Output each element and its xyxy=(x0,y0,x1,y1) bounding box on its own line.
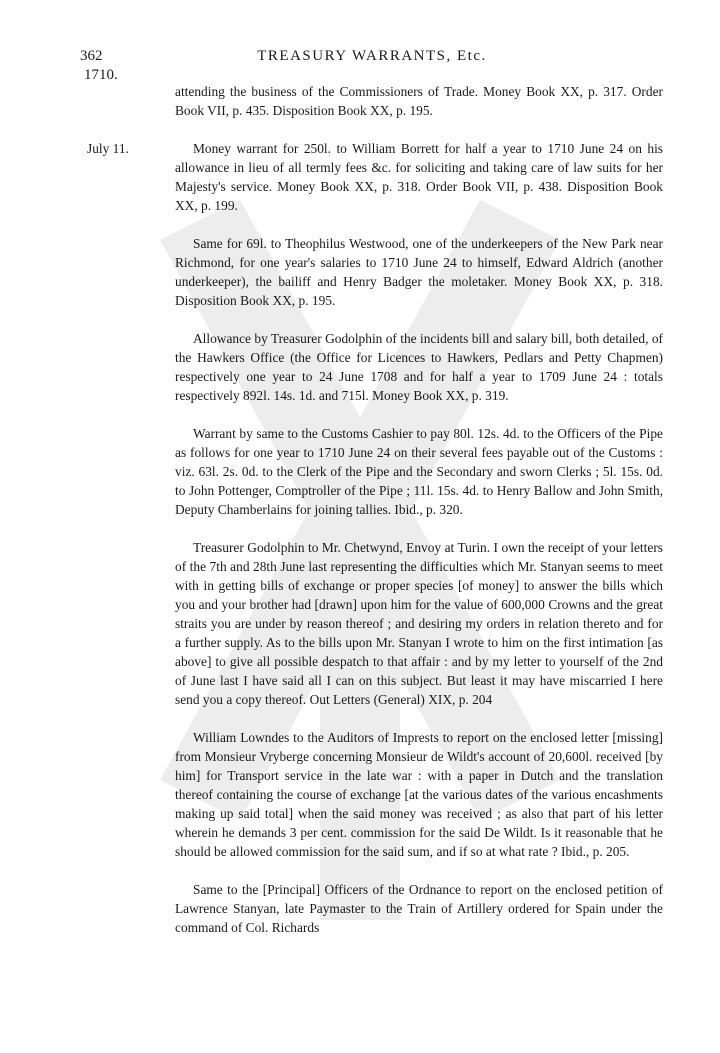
entry-text: attending the business of the Commissioners of Trade. Money Book XX, p. 317. Order Book VII, p. 435. Disposition Book XX, p. 195. xyxy=(175,84,663,118)
entry-text: William Lowndes to the Auditors of Imprests to report on the enclosed letter [missing] from Monsieur Vryberge concerning Monsieur de Wildt's account of 20,600l. received [by him] for Transport service in the late war : with a paper in Dutch and the translation thereof containing the course of exchange [at the various dates of the various encashments making up said total] when the said money was received ; as also that part of his letter wherein he demands 3 per cent. commission for the said De Wildt. Is it reasonable that he should be allowed commission for the said sum, and if so at what rate ? Ibid., p. 205. xyxy=(175,730,663,859)
entry-2 xyxy=(87,139,663,215)
page-number: 362 xyxy=(80,48,103,64)
entry-3 xyxy=(175,234,663,310)
entry-text: Same for 69l. to Theophilus Westwood, one of the underkeepers of the New Park near Richmond, for one year's salaries to 1710 June 24 to himself, Edward Aldrich (another underkeeper), the bailiff and Henry Badger the moletaker. Money Book XX, p. 318. Disposition Book XX, p. 195. xyxy=(175,236,663,308)
entry-4 xyxy=(175,329,663,405)
entry-7 xyxy=(175,728,663,861)
margin-date: July 11. xyxy=(87,141,129,156)
margin-year: 1710. xyxy=(84,67,118,83)
entry-text: Warrant by same to the Customs Cashier to pay 80l. 12s. 4d. to the Officers of the Pipe as follows for one year to 1710 June 24 on their several fees payable out of the Customs : viz. 63l. 2s. 0d. to the Clerk of the Pipe and the Secondary and sworn Clerks ; 5l. 15s. 0d. to John Pottenger, Comptroller of the Pipe ; 11l. 15s. 4d. to Henry Ballow and John Smith, Deputy Chamberlains for joining tallies. Ibid., p. 320. xyxy=(175,426,663,517)
entry-text: Allowance by Treasurer Godolphin of the incidents bill and salary bill, both detailed, of the Hawkers Office (the Office for Licences to Hawkers, Pedlars and Petty Chapmen) respectively one year to 24 June 1708 and for half a year to 1709 June 24 : totals respectively 892l. 14s. 1d. and 715l. Money Book XX, p. 319. xyxy=(175,331,663,403)
running-head: TREASURY WARRANTS, Etc. xyxy=(257,48,487,64)
document-body xyxy=(87,82,663,956)
entry-text: Money warrant for 250l. to William Borrett for half a year to 1710 June 24 on his allowance in lieu of all termly fees &c. for soliciting and taking care of law suits for her Majesty's service. Money Book XX, p. 318. Order Book VII, p. 438. Disposition Book XX, p. 199. xyxy=(175,141,663,213)
entry-6 xyxy=(175,538,663,709)
entry-1 xyxy=(175,82,663,120)
entry-text: Same to the [Principal] Officers of the Ordnance to report on the enclosed petition of Lawrence Stanyan, late Paymaster to the Train of Artillery ordered for Spain under the command of Col. Richards xyxy=(175,882,663,935)
entry-text: Treasurer Godolphin to Mr. Chetwynd, Envoy at Turin. I own the receipt of your letters of the 7th and 28th June last representing the difficulties which Mr. Stanyan seems to meet with in getting bills of exchange or proper species [of money] to answer the bills which you and your brother had [drawn] upon him for the value of 600,000 Crowns and the great straits you are under by reason thereof ; and desiring my orders in relation thereto and for a further supply. As to the bills upon Mr. Stanyan I wrote to him on the first intimation [as above] to give all possible despatch to that affair : and by my letter to yourself of the 2nd of June last I have said all I can on this subject. But least it may have miscarried I here send you a copy thereof. Out Letters (General) XIX, p. 204 xyxy=(175,540,663,707)
entry-8 xyxy=(175,880,663,937)
entry-5 xyxy=(175,424,663,519)
